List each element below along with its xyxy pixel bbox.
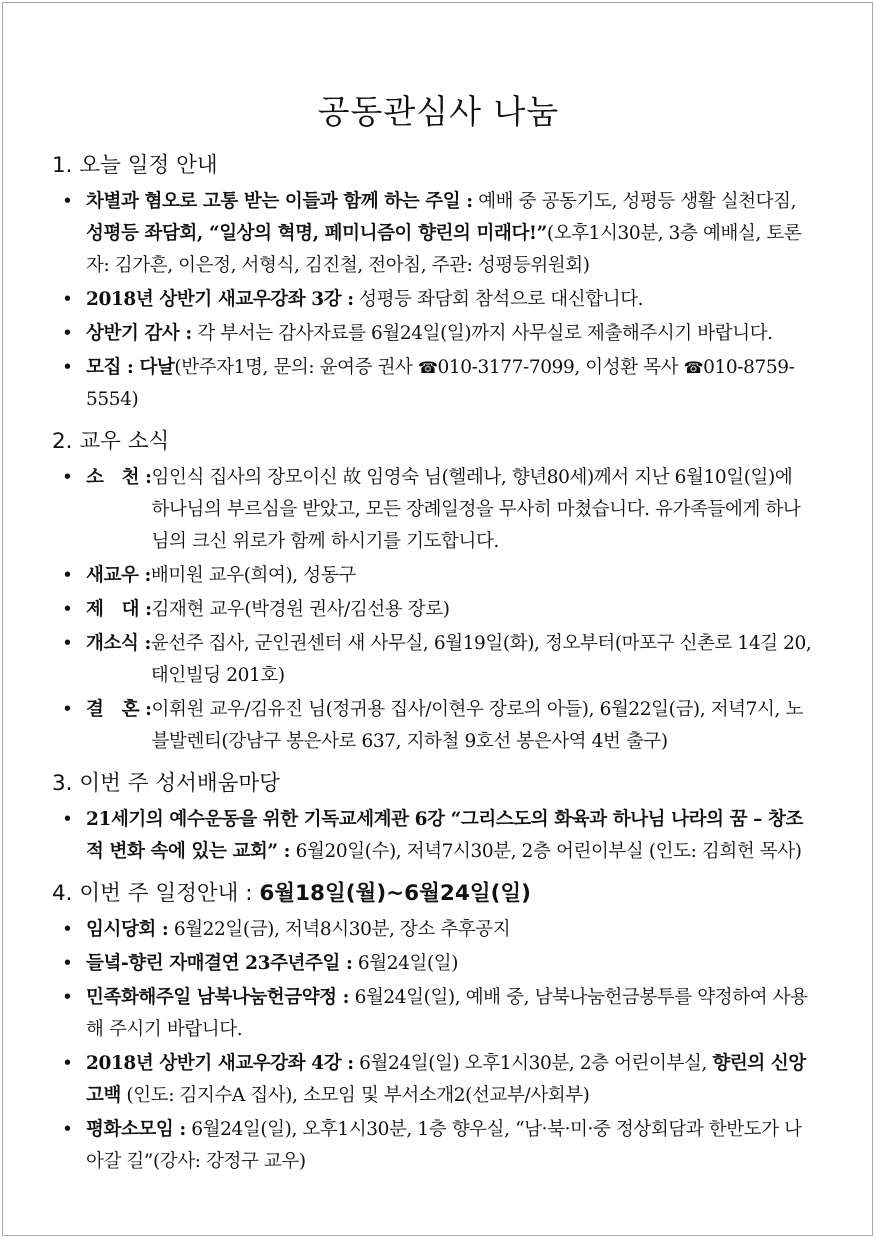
list-item bbox=[52, 560, 812, 592]
list-item bbox=[52, 462, 812, 558]
item-label: 소 천 : bbox=[86, 467, 152, 488]
item-label: 제 대 : bbox=[86, 599, 152, 620]
bullet-icon: • bbox=[62, 289, 73, 310]
item-text: ) bbox=[131, 389, 139, 410]
list-item bbox=[52, 914, 812, 946]
section-heading: 1. 오늘 일정 안내 bbox=[52, 153, 218, 178]
item-label: 모집 : 다날 bbox=[86, 357, 175, 378]
list-item bbox=[52, 186, 812, 282]
item-text: 6월22일(금), 저녁8시30분, 장소 추후공지 bbox=[168, 919, 511, 940]
phone-number: 010-3177-7099 bbox=[437, 357, 575, 378]
phone-icon: ☎ bbox=[418, 358, 438, 377]
item-label: 2018년 상반기 새교우강좌 4강 : bbox=[86, 1053, 354, 1074]
item-text: , 이성환 목사 bbox=[574, 357, 684, 378]
item-label: 상반기 감사 : bbox=[86, 323, 192, 344]
item-label: 들녘-향린 자매결연 23주년주일 : bbox=[86, 953, 353, 974]
item-list bbox=[52, 804, 812, 868]
item-text: 6월24일(일) 오후1시30분, 2층 어린이부실, bbox=[353, 1053, 713, 1074]
item-text: 김재현 교우(박경원 권사/김선용 장로) bbox=[151, 599, 450, 620]
item-text: 배미원 교우(희여), 성동구 bbox=[150, 565, 356, 586]
section-heading: 2. 교우 소식 bbox=[52, 429, 170, 454]
phone-number: 010-8759-5554 bbox=[86, 357, 795, 410]
item-text: 6월20일(수), 저녁7시30분, 2층 어린이부실 (인도: 김희헌 목사) bbox=[290, 841, 802, 862]
item-text: 성평등 좌담회 참석으로 대신합니다. bbox=[353, 289, 644, 310]
item-label: 새교우 : bbox=[86, 565, 151, 586]
bullet-icon: • bbox=[62, 191, 73, 212]
item-label: 21세기의 예수운동을 위한 기독교세계관 6강 “그리스도의 화육과 하나님 나라의 꿈 – 창조적 변화 속에 있는 교회” : bbox=[86, 809, 803, 862]
list-item bbox=[52, 1114, 812, 1178]
bullet-icon: • bbox=[62, 565, 73, 586]
phone-icon: ☎ bbox=[683, 358, 704, 377]
item-list bbox=[52, 914, 812, 1178]
section-week-schedule bbox=[52, 876, 812, 1178]
list-item bbox=[52, 804, 812, 868]
item-bold-text: 향린의 신앙고백 bbox=[86, 1053, 806, 1106]
bullet-icon: • bbox=[62, 987, 73, 1008]
bullet-icon: • bbox=[62, 467, 73, 488]
item-label: 평화소모임 : bbox=[86, 1119, 186, 1140]
bullet-icon: • bbox=[62, 699, 73, 720]
list-item bbox=[52, 318, 812, 350]
list-item bbox=[52, 982, 812, 1046]
item-list bbox=[52, 462, 812, 758]
list-item bbox=[52, 1048, 812, 1112]
item-text: 6월24일(일) bbox=[352, 953, 459, 974]
bullet-icon: • bbox=[62, 357, 73, 378]
bullet-icon: • bbox=[62, 1119, 73, 1140]
bullet-icon: • bbox=[62, 809, 73, 830]
list-item bbox=[52, 948, 812, 980]
bullet-icon: • bbox=[62, 1053, 73, 1074]
item-text: 임인식 집사의 장모이신 故 임영숙 님(헬레나, 향년80세)께서 지난 6월10일(일)에 하나님의 부르심을 받았고, 모든 장례일정을 무사히 마쳤습니다. 유가족들에게 하나님의 크신 위로가 함께 하시기를 기도합니다. bbox=[151, 467, 801, 552]
page-title: 공동관심사 나눔 bbox=[317, 92, 560, 131]
section-heading bbox=[52, 876, 812, 912]
item-text: 이휘원 교우/김유진 님(정귀용 집사/이현우 장로의 아들), 6월22일(금), 저녁7시, 노블발렌티(강남구 봉은사로 637, 지하철 9호선 봉은사역 4번 출구) bbox=[151, 699, 803, 752]
list-item bbox=[52, 352, 812, 416]
list-item bbox=[52, 594, 812, 626]
item-list bbox=[52, 186, 812, 416]
item-text: (인도: 김지수A 집사), 소모임 및 부서소개2(선교부/사회부) bbox=[120, 1085, 590, 1106]
item-text: 6월24일(일), 오후1시30분, 1층 향우실, “남·북·미·중 정상회담과 한반도가 나아갈 길”(강사: 강정구 교우) bbox=[86, 1119, 802, 1172]
bullet-icon: • bbox=[62, 919, 73, 940]
item-bold-text: 성평등 좌담회, “일상의 혁명, 페미니즘이 향린의 미래다!” bbox=[86, 223, 547, 244]
item-text: 6월24일(일), 예배 중, 남북나눔헌금봉투를 약정하여 사용해 주시기 바랍니다. bbox=[86, 987, 808, 1040]
section-heading: 3. 이번 주 성서배움마당 bbox=[52, 771, 280, 796]
bullet-icon: • bbox=[62, 953, 73, 974]
section-today-schedule bbox=[52, 148, 812, 416]
item-text: 각 부서는 감사자료를 6월24일(일)까지 사무실로 제출해주시기 바랍니다. bbox=[191, 323, 773, 344]
bullet-icon: • bbox=[62, 599, 73, 620]
section-heading-text: 4. 이번 주 일정안내 : bbox=[52, 881, 260, 906]
item-label: 임시당회 : bbox=[86, 919, 169, 940]
item-label: 개소식 : bbox=[86, 633, 151, 654]
list-item bbox=[52, 628, 812, 692]
item-label: 차별과 혐오로 고통 받는 이들과 함께 하는 주일 : bbox=[86, 191, 473, 212]
item-label: 2018년 상반기 새교우강좌 3강 : bbox=[86, 289, 354, 310]
bullet-icon: • bbox=[62, 633, 73, 654]
list-item bbox=[52, 694, 812, 758]
list-item bbox=[52, 284, 812, 316]
bullet-icon: • bbox=[62, 323, 73, 344]
bulletin-content bbox=[52, 148, 812, 1186]
section-heading-dates: 6월18일(월)~6월24일(일) bbox=[259, 881, 532, 906]
section-member-news bbox=[52, 424, 812, 758]
item-label: 결 혼 : bbox=[86, 699, 152, 720]
item-text: 윤선주 집사, 군인권센터 새 사무실, 6월19일(화), 정오부터(마포구 신촌로 14길 20, 태인빌딩 201호) bbox=[150, 633, 812, 686]
item-label: 민족화해주일 남북나눔헌금약정 : bbox=[86, 987, 350, 1008]
item-text: 예배 중 공동기도, 성평등 생활 실천다짐, bbox=[472, 191, 797, 212]
item-text: (오후1시30분, 3층 예배실, 토론자: 김가흔, 이은정, 서형식, 김진철, 전아침, 주관: 성평등위원회) bbox=[86, 223, 802, 276]
section-bible-study bbox=[52, 766, 812, 868]
item-text: (반주자1명, 문의: 윤여증 권사 bbox=[174, 357, 419, 378]
